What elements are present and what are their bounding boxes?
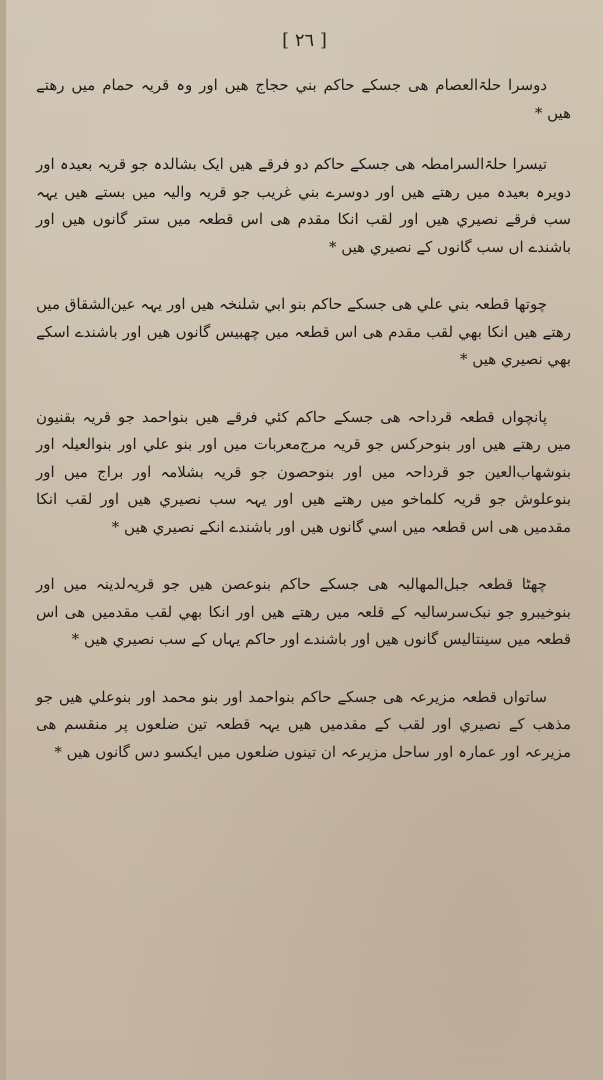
- paragraph-6: ساتواں قطعہ مزیرعہ هی جسکے حاکم بنواحمد اور بنو محمد اور بنوعلي هیں جو مذهب کے نصیري اور لقب کے مقدمیں هیں یہہ قطعہ تین ضلعوں پر منقسم هی مزیرعہ اور عمارہ اور ساحل مزیرعہ ان تینوں ضلعوں میں ایکسو دس گانوں هیں *: [36, 687, 571, 761]
- paragraph-4: پانچواں قطعہ قرداحہ هی جسکے حاکم کئي فرقے هیں بنواحمد جو قریہ بقنیون میں رهتے هیں اور بنوحرکس جو قریہ مرج‌معربات میں اور بنو علي اور بنوالعیلہ اور بنوشهاب‌العین جو قرداحہ میں اور بنوحصون جو قریہ بشلامہ اور براج میں اور بنوعلوش جو قریہ کلماخو میں رهتے هیں اور یہہ سب نصیري هیں اور لقب انکا مقدمیں هی اس قطعہ میں اسي گانوں هیں اور باشندے انکے نصیري هیں *: [36, 407, 571, 536]
- page-number: [ ٢٦ ]: [282, 30, 327, 51]
- paragraph-1: دوسرا حلۃالعصام هی جسکے حاکم بني حجاج هیں اور وہ قریہ حمام میں رهتے هیں *: [36, 76, 571, 122]
- paragraph-2: تیسرا حلۃالسرامطہ هی جسکے حاکم دو فرقے هیں ایک بشالدہ جو قریہ بعیدہ اور دویرہ بعیدہ میں رهتے هیں اور دوسرے بني غریب جو قریہ والیہ میں بستے هیں یہہ سب فرقے نصیري هیں اور لقب انکا مقدم هی اس قطعہ میں ستر گانوں هیں اور باشندے اں سب گانوں کے نصیري هیں *: [36, 155, 571, 256]
- page-body: [36, 72, 571, 788]
- paragraph-5: چهٹا قطعہ جبل‌المهالبہ هی جسکے حاکم بنوعصن هیں جو قریہ‌لدینہ میں اور بنوخیبرو جو نبک‌سرسالیہ کے قلعہ میں رهتے هیں اور انکا بهي لقب مقدمیں هی اس قطعہ میں سینتالیس گانوں هیں اور باشندے اور حاکم یہاں کے سب نصیري هیں *: [36, 575, 571, 648]
- paragraph-3: چوتها قطعہ بني علي هی جسکے حاکم بنو ابي شلنخہ هیں اور یہہ عین‌الشقاق میں رهتے هیں انکا بهي لقب مقدم هی اس قطعہ میں چهبیس گانوں هیں اور باشندے اسکے بهي نصیري هیں *: [36, 295, 571, 368]
